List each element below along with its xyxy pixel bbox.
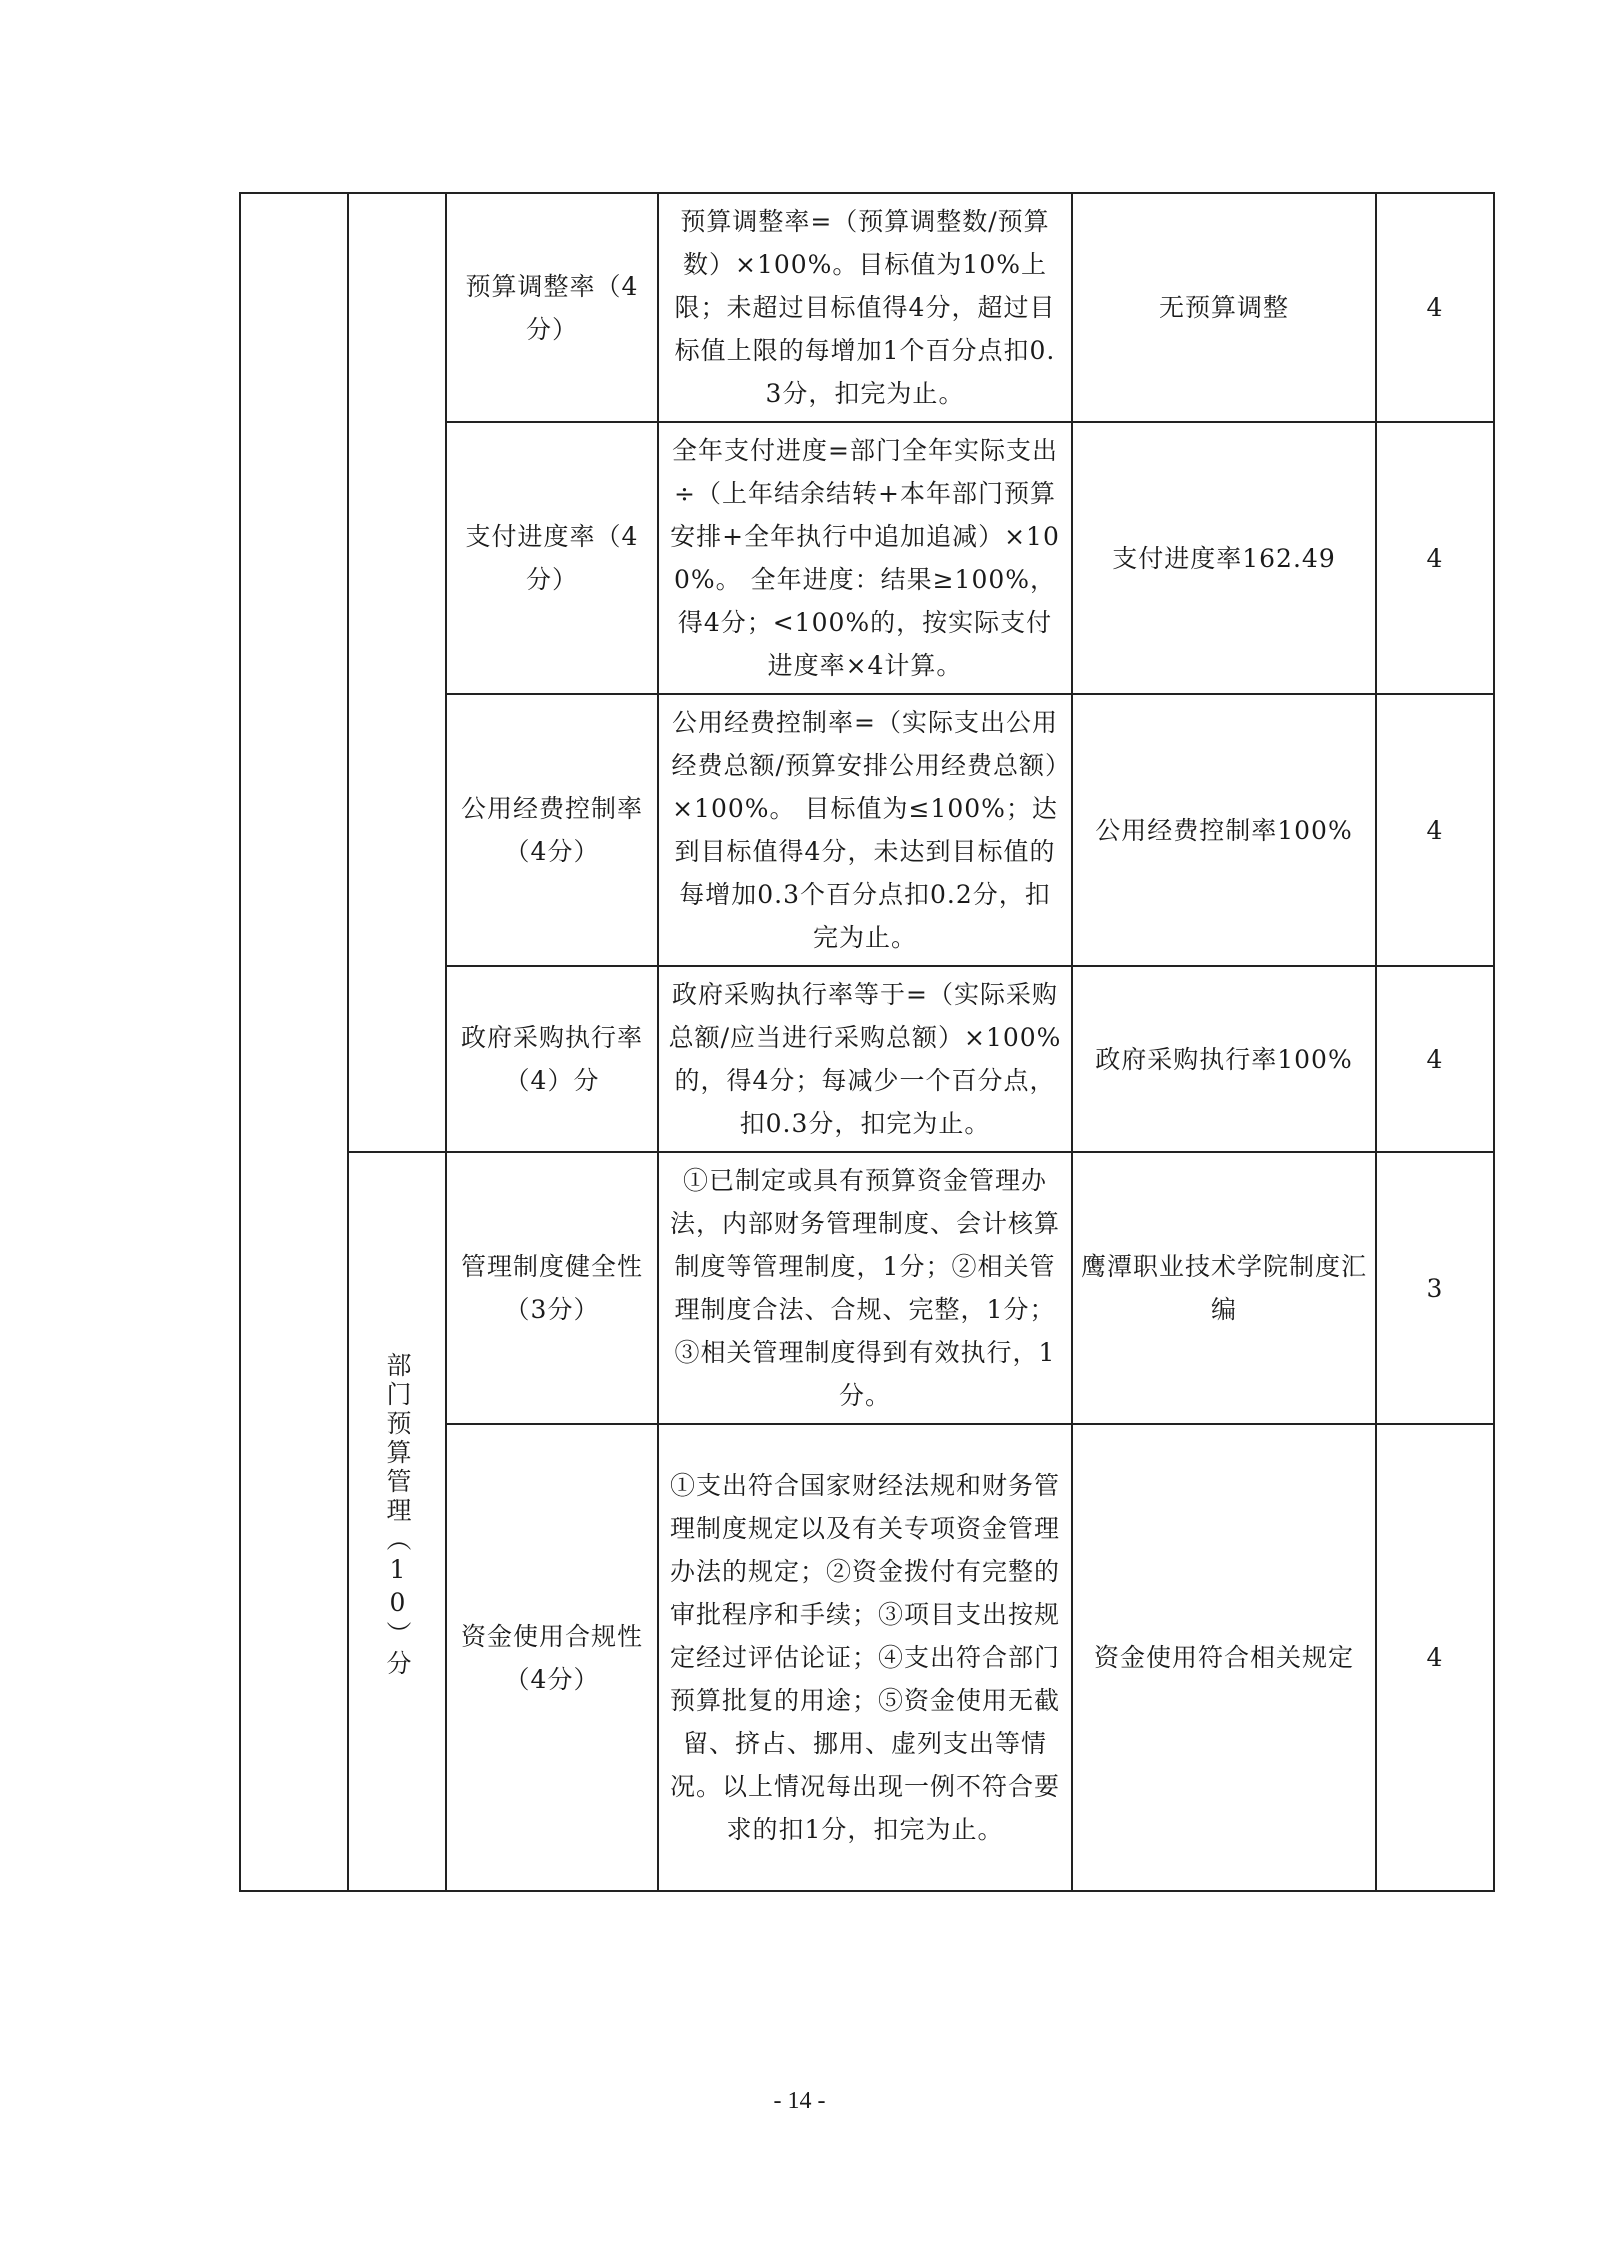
criteria-cell: ①已制定或具有预算资金管理办法，内部财务管理制度、会计核算制度等管理制度，1分；②相关管理制度合法、合规、完整，1分；③相关管理制度得到有效执行，1分。: [658, 1152, 1072, 1424]
level2-cell: [348, 193, 446, 1152]
table-row: [240, 1152, 1494, 1424]
criteria-cell: ①支出符合国家财经法规和财务管理制度规定以及有关专项资金管理办法的规定；②资金拨付有完整的审批程序和手续；③项目支出按规定经过评估论证；④支出符合部门预算批复的用途；⑤资金使用无截留、挤占、挪用、虚列支出等情况。以上情况每出现一例不符合要求的扣1分，扣完为止。: [658, 1424, 1072, 1891]
indicator-cell: 管理制度健全性（3分）: [446, 1152, 658, 1424]
criteria-cell: 政府采购执行率等于=（实际采购总额/应当进行采购总额）×100%的，得4分；每减少一个百分点，扣0.3分，扣完为止。: [658, 966, 1072, 1152]
indicator-cell: 公用经费控制率（4分）: [446, 694, 658, 966]
score-cell: 4: [1376, 1424, 1494, 1891]
table-row: [240, 193, 1494, 422]
indicator-cell: 支付进度率（4分）: [446, 422, 658, 694]
score-cell: 4: [1376, 193, 1494, 422]
result-cell: 公用经费控制率100%: [1072, 694, 1376, 966]
indicator-cell: 政府采购执行率（4）分: [446, 966, 658, 1152]
score-cell: 4: [1376, 966, 1494, 1152]
evaluation-table: [239, 192, 1495, 1892]
score-cell: 4: [1376, 694, 1494, 966]
score-cell: 3: [1376, 1152, 1494, 1424]
criteria-cell: 预算调整率=（预算调整数/预算数）×100%。目标值为10%上限；未超过目标值得4分，超过目标值上限的每增加1个百分点扣0.3分，扣完为止。: [658, 193, 1072, 422]
result-cell: 鹰潭职业技术学院制度汇编: [1072, 1152, 1376, 1424]
criteria-cell: 全年支付进度=部门全年实际支出÷（上年结余结转+本年部门预算安排+全年执行中追加追减）×100%。 全年进度：结果≥100%，得4分；<100%的，按实际支付进度率×4计算。: [658, 422, 1072, 694]
result-cell: 政府采购执行率100%: [1072, 966, 1376, 1152]
category-label: 部门预算管理（10）分: [383, 1351, 412, 1679]
indicator-cell: 预算调整率（4分）: [446, 193, 658, 422]
category-cell: [348, 1152, 446, 1891]
criteria-cell: 公用经费控制率=（实际支出公用经费总额/预算安排公用经费总额）×100%。 目标值为≤100%；达到目标值得4分，未达到目标值的每增加0.3个百分点扣0.2分，扣完为止。: [658, 694, 1072, 966]
score-cell: 4: [1376, 422, 1494, 694]
indicator-cell: 资金使用合规性（4分）: [446, 1424, 658, 1891]
level1-cell: [240, 193, 348, 1891]
result-cell: 支付进度率162.49: [1072, 422, 1376, 694]
result-cell: 无预算调整: [1072, 193, 1376, 422]
page-number: - 14 -: [773, 2088, 826, 2114]
result-cell: 资金使用符合相关规定: [1072, 1424, 1376, 1891]
